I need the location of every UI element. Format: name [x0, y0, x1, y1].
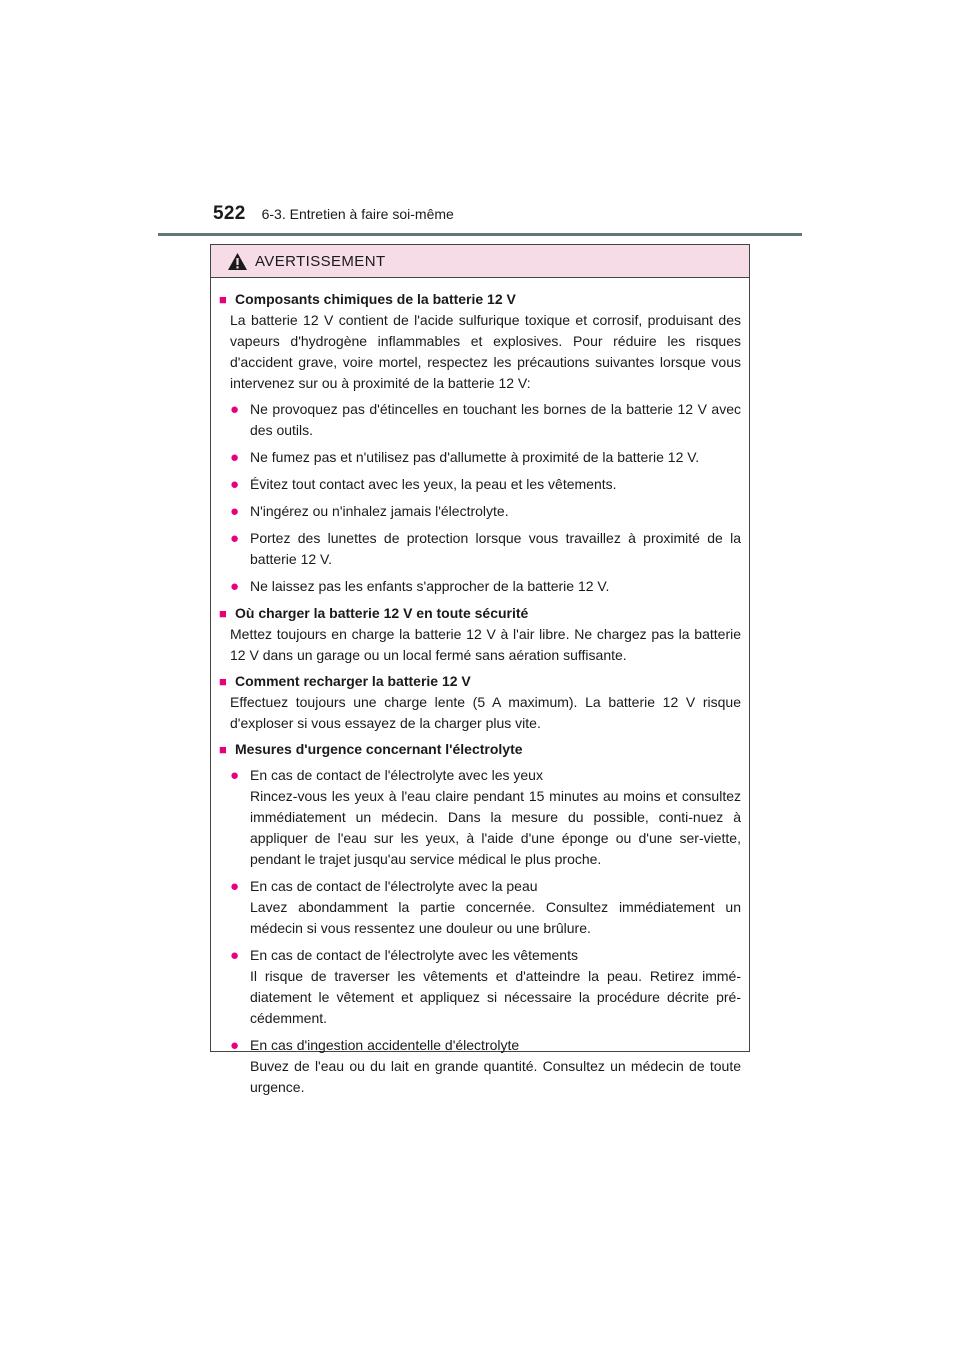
square-bullet-icon: ■	[219, 742, 227, 757]
header-rule	[158, 233, 802, 236]
bullet-item	[230, 1035, 741, 1098]
page-header	[213, 203, 454, 225]
square-bullet-icon: ■	[219, 606, 227, 621]
bullet-lead: En cas de contact de l'électrolyte avec les yeux	[250, 767, 543, 783]
round-bullet-icon: ●	[230, 947, 240, 964]
bullet-lead: En cas de contact de l'électrolyte avec la peau	[250, 878, 538, 894]
section-heading-text: Composants chimiques de la batterie 12 V	[235, 291, 516, 307]
warning-section	[219, 671, 741, 734]
round-bullet-icon: ●	[230, 878, 240, 895]
bullet-text: Portez des lunettes de protection lorsque vous travaillez à proximité de la batterie 12 V.	[250, 530, 741, 567]
round-bullet-icon: ●	[230, 476, 240, 493]
bullet-text-wrap	[250, 474, 741, 495]
bullet-item	[230, 765, 741, 870]
bullet-lead: En cas d'ingestion accidentelle d'électrolyte	[250, 1037, 520, 1053]
bullet-item	[230, 399, 741, 441]
round-bullet-icon: ●	[230, 767, 240, 784]
warning-section	[219, 289, 741, 597]
section-heading	[219, 289, 741, 310]
warning-box	[210, 244, 750, 1095]
warning-section	[219, 739, 741, 1098]
bullet-text: Buvez de l'eau ou du lait en grande quantité. Consultez un médecin de toute urgence.	[250, 1058, 741, 1095]
round-bullet-icon: ●	[230, 401, 240, 418]
bullet-item	[230, 876, 741, 939]
bullet-text: Lavez abondamment la partie concernée. Consultez immédiatement un médecin si vous ressentez une douleur ou une brûlure.	[250, 899, 741, 936]
bullet-item	[230, 501, 741, 522]
round-bullet-icon: ●	[230, 530, 240, 547]
bullet-text-wrap	[250, 876, 741, 939]
bullet-text-wrap	[250, 576, 741, 597]
bullet-item	[230, 528, 741, 570]
section-heading-text: Mesures d'urgence concernant l'électrolyte	[235, 741, 523, 757]
square-bullet-icon: ■	[219, 292, 227, 307]
bullet-list	[219, 765, 741, 1098]
bullet-text: Ne laissez pas les enfants s'approcher de la batterie 12 V.	[250, 578, 610, 594]
bullet-text: Il risque de traverser les vêtements et d'atteindre la peau. Retirez immé-diatement le vêtement et appliquez si nécessaire la procédure décrite pré-cédemment.	[250, 968, 741, 1026]
section-heading-text: Où charger la batterie 12 V en toute sécurité	[235, 605, 529, 621]
bullet-item	[230, 474, 741, 495]
round-bullet-icon: ●	[230, 1037, 240, 1054]
page-number: 522	[213, 203, 246, 224]
section-heading-text: Comment recharger la batterie 12 V	[235, 673, 471, 689]
section-paragraph: La batterie 12 V contient de l'acide sulfurique toxique et corrosif, produisant des vapeurs d'hydrogène inflammables et explosives. Pour réduire les risques d'accident grave, voire mortel, respectez les précautions suivantes lorsque vous intervenez sur ou à proximité de la batterie 12 V:	[230, 312, 741, 391]
bullet-text-wrap	[250, 528, 741, 570]
bullet-text: N'ingérez ou n'inhalez jamais l'électrolyte.	[250, 503, 509, 519]
round-bullet-icon: ●	[230, 578, 240, 595]
bullet-text-wrap	[250, 1035, 741, 1098]
section-paragraph: Effectuez toujours une charge lente (5 A maximum). La batterie 12 V risque d'exploser si vous essayez de la charger plus vite.	[230, 694, 741, 731]
bullet-text: Rincez-vous les yeux à l'eau claire pendant 15 minutes au moins et consultez immédiatement un médecin. Dans la mesure du possible, conti-nuez à appliquer de l'eau sur les yeux, à l'aide d'une éponge ou d'une ser-viette, pendant le trajet jusqu'au service médical le plus proche.	[250, 788, 741, 867]
bullet-text-wrap	[250, 399, 741, 441]
section-title: 6-3. Entretien à faire soi-même	[261, 206, 454, 222]
bullet-text: Ne provoquez pas d'étincelles en touchant les bornes de la batterie 12 V avec des outils.	[250, 401, 741, 438]
warning-triangle-icon	[227, 252, 248, 271]
warning-header	[211, 245, 749, 278]
section-heading	[219, 671, 741, 692]
square-bullet-icon: ■	[219, 674, 227, 689]
warning-title: AVERTISSEMENT	[255, 252, 386, 270]
bullet-list	[219, 399, 741, 597]
bullet-text-wrap	[250, 945, 741, 1029]
bullet-text: Ne fumez pas et n'utilisez pas d'allumette à proximité de la batterie 12 V.	[250, 449, 700, 465]
bullet-text-wrap	[250, 501, 741, 522]
section-heading	[219, 739, 741, 760]
bullet-text-wrap	[250, 765, 741, 870]
section-heading	[219, 603, 741, 624]
bullet-text-wrap	[250, 447, 741, 468]
warning-body	[211, 278, 749, 1098]
section-paragraph: Mettez toujours en charge la batterie 12 V à l'air libre. Ne chargez pas la batterie 12 V dans un garage ou un local fermé sans aération suffisante.	[230, 626, 741, 663]
bullet-lead: En cas de contact de l'électrolyte avec les vêtements	[250, 947, 578, 963]
bullet-item	[230, 447, 741, 468]
warning-section	[219, 603, 741, 666]
bullet-item	[230, 576, 741, 597]
bullet-item	[230, 945, 741, 1029]
bullet-text: Évitez tout contact avec les yeux, la peau et les vêtements.	[250, 476, 617, 492]
round-bullet-icon: ●	[230, 449, 240, 466]
round-bullet-icon: ●	[230, 503, 240, 520]
